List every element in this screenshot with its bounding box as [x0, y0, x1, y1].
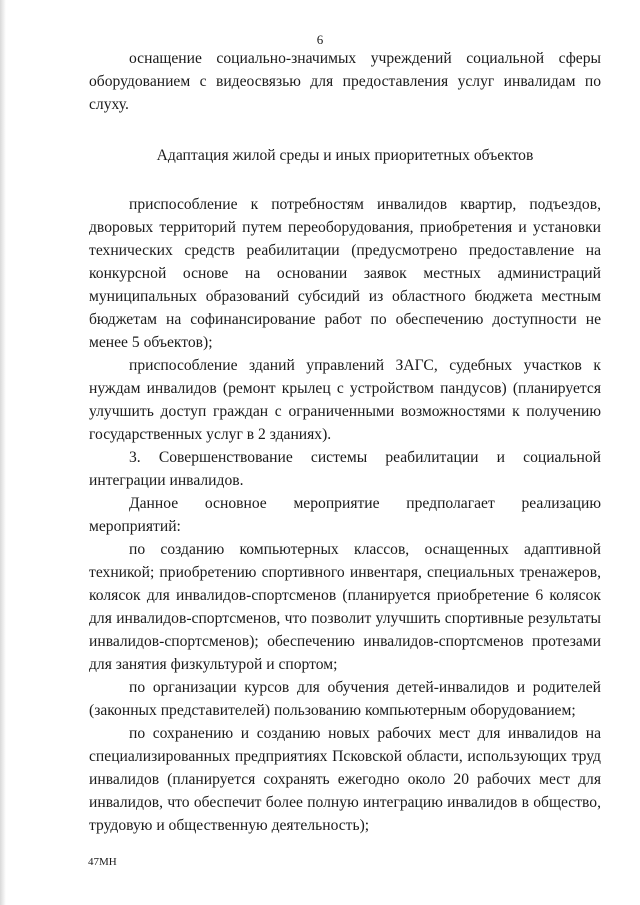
- section-heading: Адаптация жилой среды и иных приоритетных объектов: [156, 147, 534, 164]
- paragraph: по созданию компьютерных классов, оснащенных адаптивной техникой; приобретению спортивного инвентаря, специальных тренажеров, колясок для инвалидов-спортсменов (планируется приобретение 6 колясок для инвалидов-спортсменов, что позволит улучшить спортивные результаты инвалидов-спортсменов); обеспечению инвалидов-спортсменов протезами для занятия физкультурой и спортом;: [89, 541, 601, 673]
- scan-edge: [0, 0, 6, 905]
- paragraph: оснащение социально-значимых учреждений социальной сферы оборудованием с видеосвязью для предоставления услуг инвалидам по слуху.: [89, 50, 601, 113]
- paragraph: Данное основное мероприятие предполагает реализацию мероприятий:: [89, 495, 601, 535]
- paragraph: приспособление к потребностям инвалидов квартир, подъездов, дворовых территорий путем переоборудования, приобретения и установки технических средств реабилитации (предусмотрено предоставление на конкурсной основе на основании заявок местных администраций муниципальных образований субсидий из областного бюджета местным бюджетам на софинансирование работ по обеспечению доступности не менее 5 объектов);: [89, 196, 601, 351]
- footer-code: 47МН: [88, 856, 117, 868]
- paragraph: по сохранению и созданию новых рабочих мест для инвалидов на специализированных предприятиях Псковской области, использующих труд инвалидов (планируется сохранять ежегодно около 20 рабочих мест для инвалидов, что обеспечит более полную интеграцию инвалидов в общество, трудовую и общественную деятельность);: [89, 725, 601, 834]
- paragraph: приспособление зданий управлений ЗАГС, судебных участков к нуждам инвалидов (ремонт крылец с устройством пандусов) (планируется улучшить доступ граждан с ограниченными возможностями к получению государственных услуг в 2 зданиях).: [89, 357, 601, 443]
- page-number: 6: [316, 32, 324, 47]
- document-body: [89, 47, 601, 837]
- paragraph: по организации курсов для обучения детей-инвалидов и родителей (законных представителей) пользованию компьютерным оборудованием;: [89, 679, 601, 719]
- paragraph: 3. Совершенствование системы реабилитации и социальной интеграции инвалидов.: [89, 449, 601, 489]
